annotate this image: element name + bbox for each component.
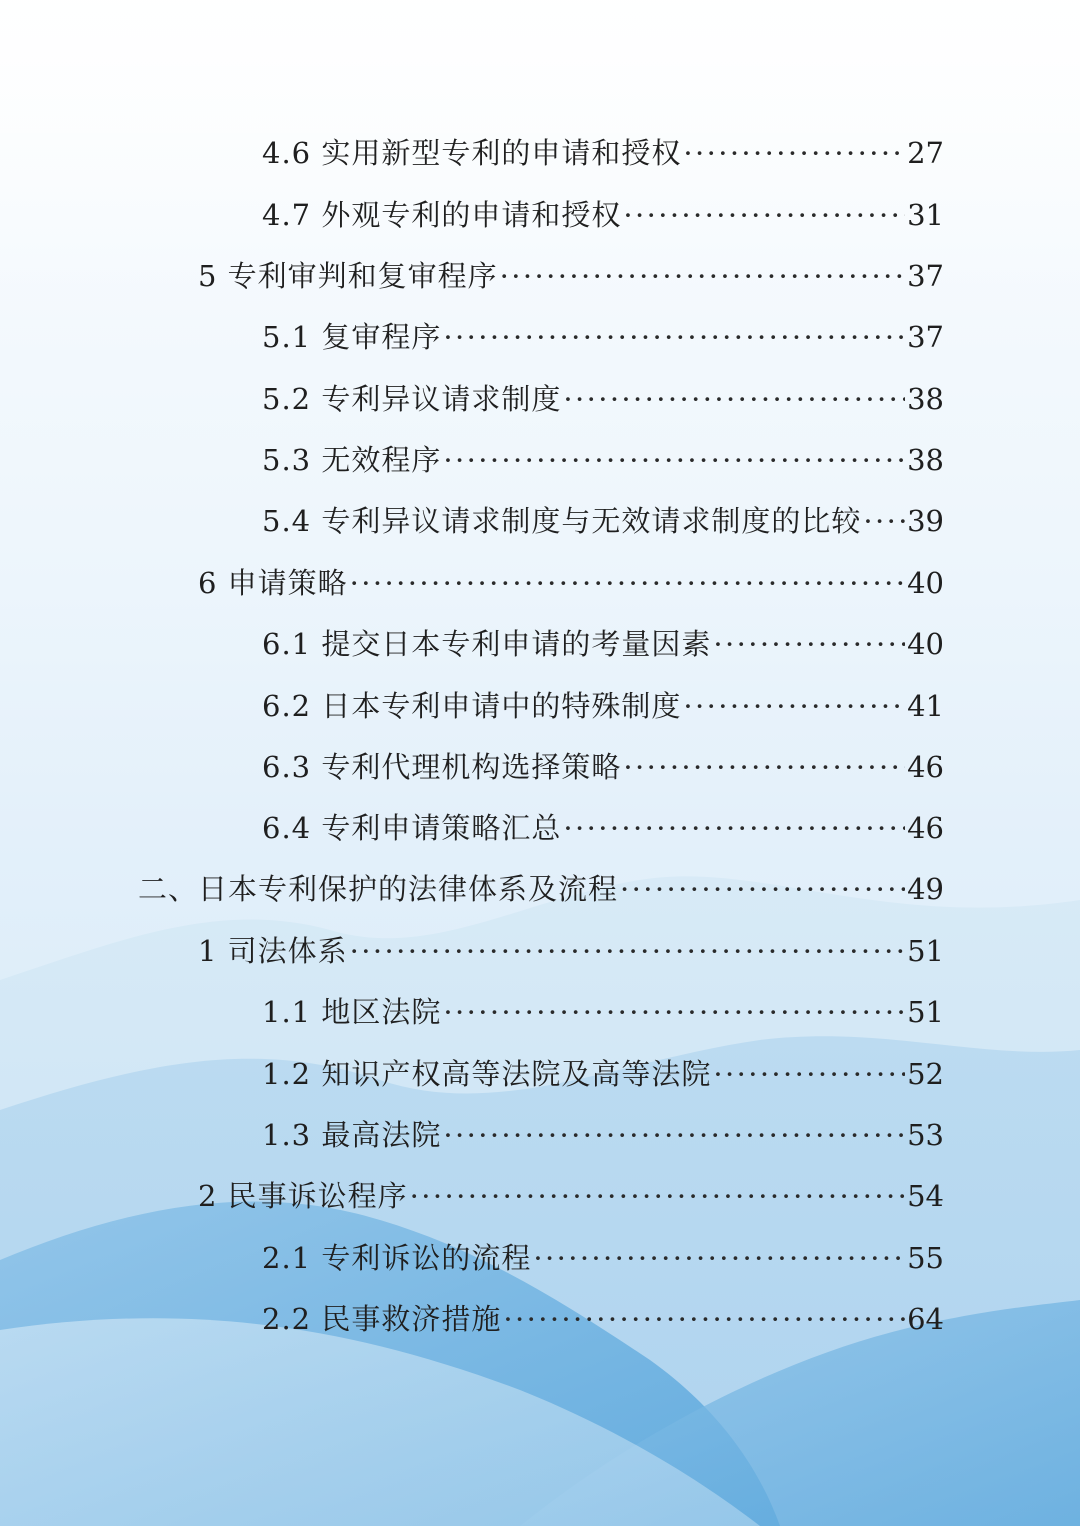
toc-entry-title: 6 申请策略 bbox=[198, 566, 348, 600]
toc-dot-leader bbox=[503, 1297, 905, 1341]
toc-entry-title: 6.3 专利代理机构选择策略 bbox=[262, 750, 622, 784]
toc-entry-title: 5.2 专利异议请求制度 bbox=[262, 382, 562, 416]
toc-dot-leader bbox=[713, 622, 905, 666]
toc-dot-leader bbox=[623, 745, 905, 789]
toc-entry-title: 5.1 复审程序 bbox=[262, 320, 442, 354]
toc-entry-page: 40 bbox=[907, 627, 944, 661]
toc-dot-leader bbox=[443, 315, 905, 359]
toc-dot-leader bbox=[683, 131, 905, 175]
toc-entry-page: 40 bbox=[907, 566, 944, 600]
toc-dot-leader bbox=[350, 561, 905, 605]
toc-entry-page: 39 bbox=[907, 504, 944, 538]
toc-entry[interactable] bbox=[262, 131, 944, 175]
toc-dot-leader bbox=[863, 499, 905, 543]
toc-entry-title: 4.6 实用新型专利的申请和授权 bbox=[262, 136, 682, 170]
toc-entry-title: 5 专利审判和复审程序 bbox=[198, 259, 498, 293]
toc-entry-title: 6.1 提交日本专利申请的考量因素 bbox=[262, 627, 712, 661]
toc-entry-title: 1.1 地区法院 bbox=[262, 995, 442, 1029]
toc-dot-leader bbox=[533, 1236, 905, 1280]
toc-dot-leader bbox=[350, 929, 905, 973]
toc-dot-leader bbox=[563, 806, 905, 850]
toc-entry[interactable] bbox=[262, 193, 944, 237]
toc-entry-page: 49 bbox=[907, 872, 944, 906]
toc-entry-page: 38 bbox=[907, 443, 944, 477]
toc-entry-page: 31 bbox=[907, 198, 944, 232]
toc-entry[interactable] bbox=[262, 377, 944, 421]
toc-entry-title: 5.3 无效程序 bbox=[262, 443, 442, 477]
toc-entry-title: 2.2 民事救济措施 bbox=[262, 1302, 502, 1336]
toc-dot-leader bbox=[443, 438, 905, 482]
toc-entry[interactable] bbox=[198, 1174, 944, 1218]
toc-entry[interactable] bbox=[262, 1297, 944, 1341]
toc-entry-page: 52 bbox=[907, 1057, 944, 1091]
toc-entry[interactable] bbox=[262, 990, 944, 1034]
toc-dot-leader bbox=[623, 193, 905, 237]
toc-entry[interactable] bbox=[262, 684, 944, 728]
toc-dot-leader bbox=[443, 990, 905, 1034]
toc-entry-title: 5.4 专利异议请求制度与无效请求制度的比较 bbox=[262, 504, 862, 538]
toc-entry[interactable] bbox=[262, 622, 944, 666]
toc-entry-page: 46 bbox=[907, 750, 944, 784]
toc-entry-page: 51 bbox=[907, 934, 944, 968]
toc-entry-title: 1 司法体系 bbox=[198, 934, 348, 968]
toc-dot-leader bbox=[500, 254, 905, 298]
toc-entry-title: 二、日本专利保护的法律体系及流程 bbox=[138, 872, 619, 906]
toc-entry[interactable] bbox=[198, 254, 944, 298]
toc-entry[interactable] bbox=[262, 315, 944, 359]
toc-dot-leader bbox=[443, 1113, 905, 1157]
toc-entry-page: 41 bbox=[907, 689, 944, 723]
toc-entry[interactable] bbox=[198, 929, 944, 973]
toc-entry[interactable] bbox=[262, 438, 944, 482]
toc-dot-leader bbox=[683, 684, 905, 728]
toc-entry-page: 53 bbox=[907, 1118, 944, 1152]
toc-entry-title: 2.1 专利诉讼的流程 bbox=[262, 1241, 532, 1275]
toc-entry[interactable] bbox=[198, 561, 944, 605]
toc-entry-page: 46 bbox=[907, 811, 944, 845]
toc-entry-title: 4.7 外观专利的申请和授权 bbox=[262, 198, 622, 232]
toc-entry-title: 1.3 最高法院 bbox=[262, 1118, 442, 1152]
toc-entry-title: 6.4 专利申请策略汇总 bbox=[262, 811, 562, 845]
toc-entry-title: 6.2 日本专利申请中的特殊制度 bbox=[262, 689, 682, 723]
toc-entry-title: 2 民事诉讼程序 bbox=[198, 1179, 408, 1213]
toc-entry-page: 38 bbox=[907, 382, 944, 416]
toc-entry[interactable] bbox=[138, 867, 944, 911]
toc-dot-leader bbox=[410, 1174, 905, 1218]
toc-entry-title: 1.2 知识产权高等法院及高等法院 bbox=[262, 1057, 712, 1091]
toc-entry-page: 27 bbox=[907, 136, 944, 170]
toc-entry[interactable] bbox=[262, 1052, 944, 1096]
toc-entry-page: 54 bbox=[907, 1179, 944, 1213]
toc-entry-page: 51 bbox=[907, 995, 944, 1029]
toc-entry[interactable] bbox=[262, 1236, 944, 1280]
toc-entry[interactable] bbox=[262, 1113, 944, 1157]
toc-entry[interactable] bbox=[262, 806, 944, 850]
toc-dot-leader bbox=[563, 377, 905, 421]
toc-dot-leader bbox=[713, 1052, 905, 1096]
toc-entry[interactable] bbox=[262, 499, 944, 543]
toc-entry[interactable] bbox=[262, 745, 944, 789]
toc-entry-page: 64 bbox=[907, 1302, 944, 1336]
toc-entry-page: 37 bbox=[907, 320, 944, 354]
toc-dot-leader bbox=[620, 867, 905, 911]
toc-entry-page: 37 bbox=[907, 259, 944, 293]
toc-entry-page: 55 bbox=[907, 1241, 944, 1275]
